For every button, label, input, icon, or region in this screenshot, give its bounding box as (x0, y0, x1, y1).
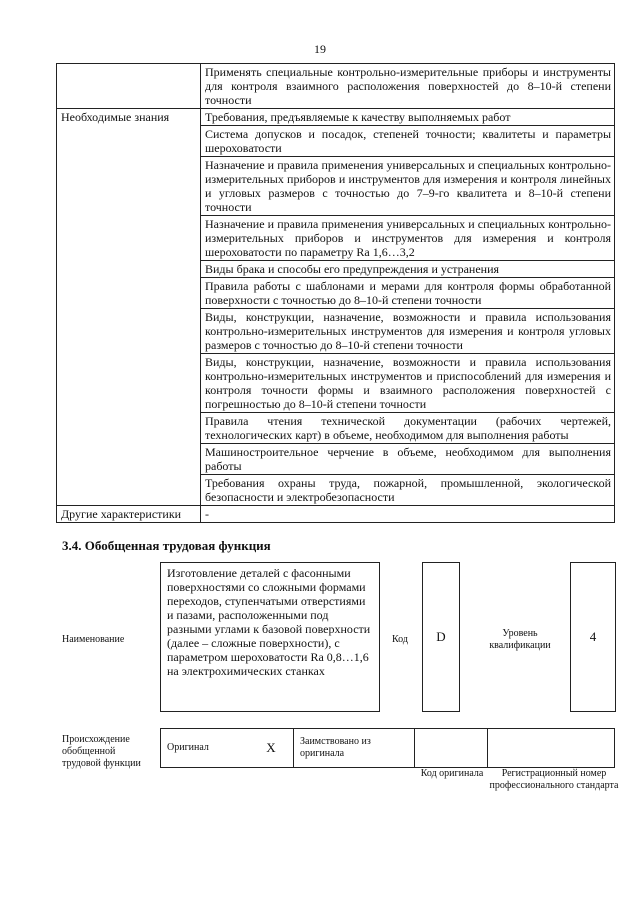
table-row (161, 729, 615, 768)
origin-table (160, 728, 615, 768)
empty-label-cell (57, 64, 201, 109)
code-value-box: D (422, 562, 460, 712)
reg-number-cell (488, 729, 615, 768)
knowledge-item: Виды, конструкции, назначение, возможности и правила использования контрольно-измерительных инструментов для измерения и контроля угловых размеров с точностью до 8–10-й степени точности (201, 309, 615, 354)
knowledge-item: Назначение и правила применения универсальных и специальных контрольно-измерительных приборов и инструментов для измерения и контроля линейных и угловых размеров с точностью до 7–9-го квалитета и 8–10-й степени точности (201, 157, 615, 216)
knowledge-item: Назначение и правила применения универсальных и специальных контрольно-измерительных приборов и инструментов для измерения и контроля шероховатости по параметру Ra 1,6…3,2 (201, 216, 615, 261)
level-value-box: 4 (570, 562, 616, 712)
knowledge-item: Система допусков и посадок, степеней точности; квалитеты и параметры шероховатости (201, 126, 615, 157)
code-original-caption: Код оригинала (420, 768, 484, 779)
knowledge-item: Требования охраны труда, пожарной, промышленной, экологической безопасности и электробезопасности (201, 475, 615, 506)
skill-cell: Применять специальные контрольно-измерительные приборы и инструменты для контроля взаимного расположения поверхностей до 8–10-й степени точности (201, 64, 615, 109)
knowledge-label: Необходимые знания (57, 109, 201, 506)
table-row (57, 64, 615, 109)
other-value: - (201, 506, 615, 523)
code-label: Код (392, 634, 408, 645)
section-title: 3.4. Обобщенная трудовая функция (62, 538, 271, 553)
knowledge-item: Машиностроительное черчение в объеме, необходимом для выполнения работы (201, 444, 615, 475)
knowledge-table (56, 63, 615, 523)
other-label: Другие характеристики (57, 506, 201, 523)
table-row (57, 506, 615, 523)
knowledge-item: Правила чтения технической документации (рабочих чертежей, технологических карт) в объеме, необходимом для выполнения работы (201, 413, 615, 444)
code-original-cell (415, 729, 488, 768)
original-mark: X (249, 729, 294, 768)
name-label: Наименование (62, 634, 125, 645)
knowledge-item: Правила работы с шаблонами и мерами для контроля формы обработанной поверхности с точностью до 8–10-й степени точности (201, 278, 615, 309)
origin-label: Происхождение обобщенной трудовой функции (62, 734, 141, 769)
knowledge-item: Требования, предъявляемые к качеству выполняемых работ (201, 109, 615, 126)
reg-number-caption: Регистрационный номер профессионального стандарта (489, 768, 619, 791)
page-number: 19 (314, 42, 326, 56)
level-label: Уровень квалификации (489, 628, 551, 651)
table-row (57, 109, 615, 126)
borrowed-label: Заимствовано из оригинала (294, 729, 415, 768)
original-label: Оригинал (161, 729, 250, 768)
function-name-box: Изготовление деталей с фасонными поверхностями со сложными формами переходов, ступенчатыми отверстиями и пазами, расположенными под разными углами к базовой поверхности (далее – сложные поверхности), с параметром шероховатости Ra 0,8…1,6 на электрохимических станках (160, 562, 380, 712)
knowledge-item: Виды брака и способы его предупреждения и устранения (201, 261, 615, 278)
knowledge-item: Виды, конструкции, назначение, возможности и правила использования контрольно-измерительных инструментов и приспособлений для измерения и контроля точности формы и взаимного расположения поверхностей с погрешностью до 8–10-й степени точности (201, 354, 615, 413)
